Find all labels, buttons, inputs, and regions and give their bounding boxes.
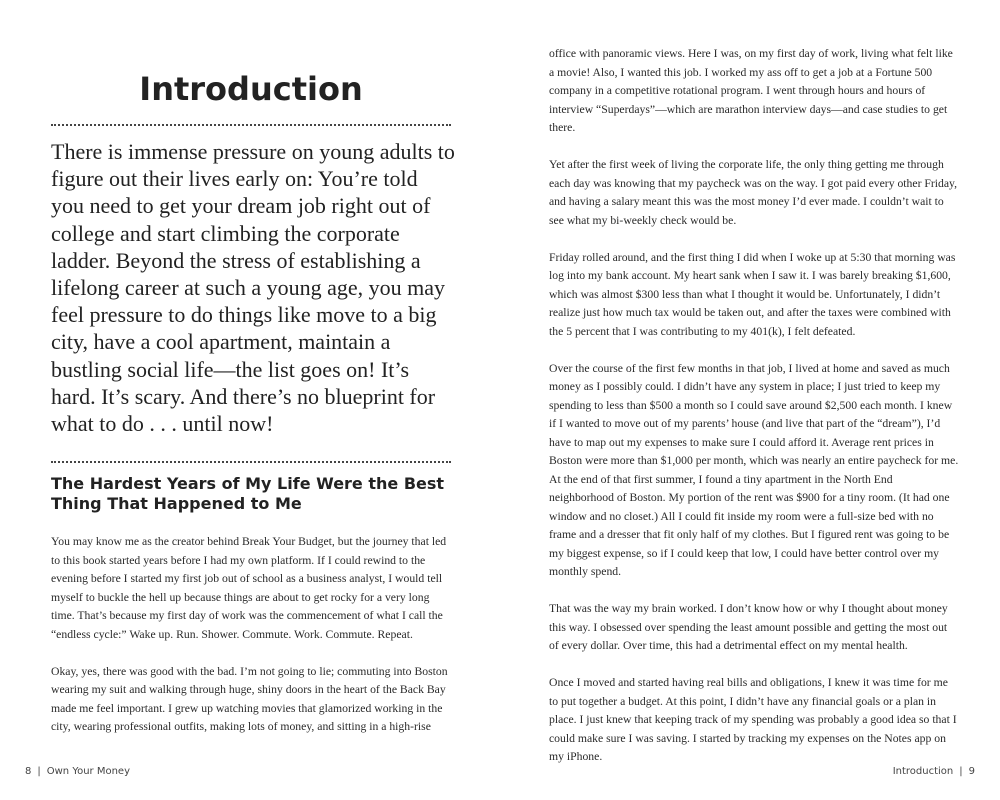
folio-separator: | xyxy=(37,766,41,777)
page-number: 9 xyxy=(968,766,975,777)
body-paragraph: Over the course of the first few months in that job, I lived at home and saved as much money as I possibly could. I didn’t have any system in place; I just tried to keep my spending to less than $500 a month so I could save around $2,500 each month. I knew if I wanted to move out of my parents’ house (and live that part of the “dream”), I’d have to map out my expenses to make sure I could afford it. Average rent prices in Boston were more than $1,000 per month, which was nearly an entire paycheck for me. At the end of that first summer, I found a tiny apartment in the North End neighborhood of Boston. My portion of the rent was $900 for a tiny room. (It had one window and no closet.) All I could fit inside my room were a full-size bed with no frame and a dresser that fit only half of my clothes. But I figured rent was going to be my biggest expense, so if I could keep that low, I could have better control over my monthly spend. xyxy=(549,361,959,578)
section-heading: The Hardest Years of My Life Were the Best Thing That Happened to Me xyxy=(51,474,445,513)
intro-paragraph: There is immense pressure on young adults to figure out their lives early on: You’re told you need to get your dream job right out of college and start climbing the corporate ladder. Beyond the stress of establishing a lifelong career at such a young age, you may feel pressure to do things like move to a big city, have a cool apartment, maintain a bustling social life—the list goes on! It’s hard. It’s scary. And there’s no blueprint for what to do . . . until now! xyxy=(51,139,455,437)
body-paragraph: Once I moved and started having real bills and obligations, I knew it was time for me to put together a budget. At this point, I didn’t have any financial goals or a plan in place. I just knew that keeping track of my spending was probably a good idea so that I could make sure I was saving. I started by tracking my expenses on the Notes app on my iPhone. xyxy=(549,676,957,763)
body-paragraph: Okay, yes, there was good with the bad. I’m not going to lie; commuting into Boston wearing my suit and walking through huge, shiny doors in the heart of the Back Bay made me feel important. I grew up watching movies that glamorized working in the city, wearing professional outfits, making lots of money, and sitting in a high-rise xyxy=(51,664,448,733)
chapter-title: Introduction xyxy=(139,70,363,108)
right-folio xyxy=(893,766,975,777)
folio-separator: | xyxy=(959,766,963,777)
title-divider xyxy=(51,124,451,126)
body-paragraph: That was the way my brain worked. I don’t know how or why I thought about money this way. I obsessed over spending the least amount possible and getting the most out of every dollar. Over time, this had a detrimental effect on my mental health. xyxy=(549,602,948,652)
section-divider xyxy=(51,461,451,463)
right-body-text xyxy=(549,45,959,785)
body-paragraph: Friday rolled around, and the first thing I did when I woke up at 5:30 that morning was log into my bank account. My heart sank when I saw it. I was barely breaking $1,600, which was almost $300 less than what I thought it would be. Unfortunately, I didn’t realize just how much tax would be taken out, and after the taxes were combined with the 5 percent that I was contributing to my 401(k), I felt defeated. xyxy=(549,250,956,338)
left-folio xyxy=(25,766,130,777)
body-paragraph: office with panoramic views. Here I was, on my first day of work, living what felt like a movie! Also, I wanted this job. I worked my ass off to get a job at a Fortune 500 company in a competitive rotational program. I went through hours and hours of interview “Superdays”—which are marathon interview days—and case studies to get there. xyxy=(549,47,953,134)
book-title: Own Your Money xyxy=(46,766,130,777)
body-paragraph: Yet after the first week of living the corporate life, the only thing getting me through each day was knowing that my paycheck was on the way. I got paid every other Friday, and having a salary meant this was the most money I’d ever made. I couldn’t wait to see what my bi-weekly check would be. xyxy=(549,158,958,227)
left-body-text xyxy=(51,533,456,755)
body-paragraph: You may know me as the creator behind Break Your Budget, but the journey that led to this book started years before I had my own platform. If I could rewind to the evening before I started my first job out of school as a business analyst, I would tell myself to buckle the hell up because things are about to get rocky for a very long time. That’s because my first day of work was the commencement of what I call the “endless cycle:” Wake up. Run. Shower. Commute. Work. Commute. Repeat. xyxy=(51,535,447,641)
right-page xyxy=(500,0,1000,800)
section-title: Introduction xyxy=(892,766,954,777)
page-number: 8 xyxy=(25,766,32,777)
